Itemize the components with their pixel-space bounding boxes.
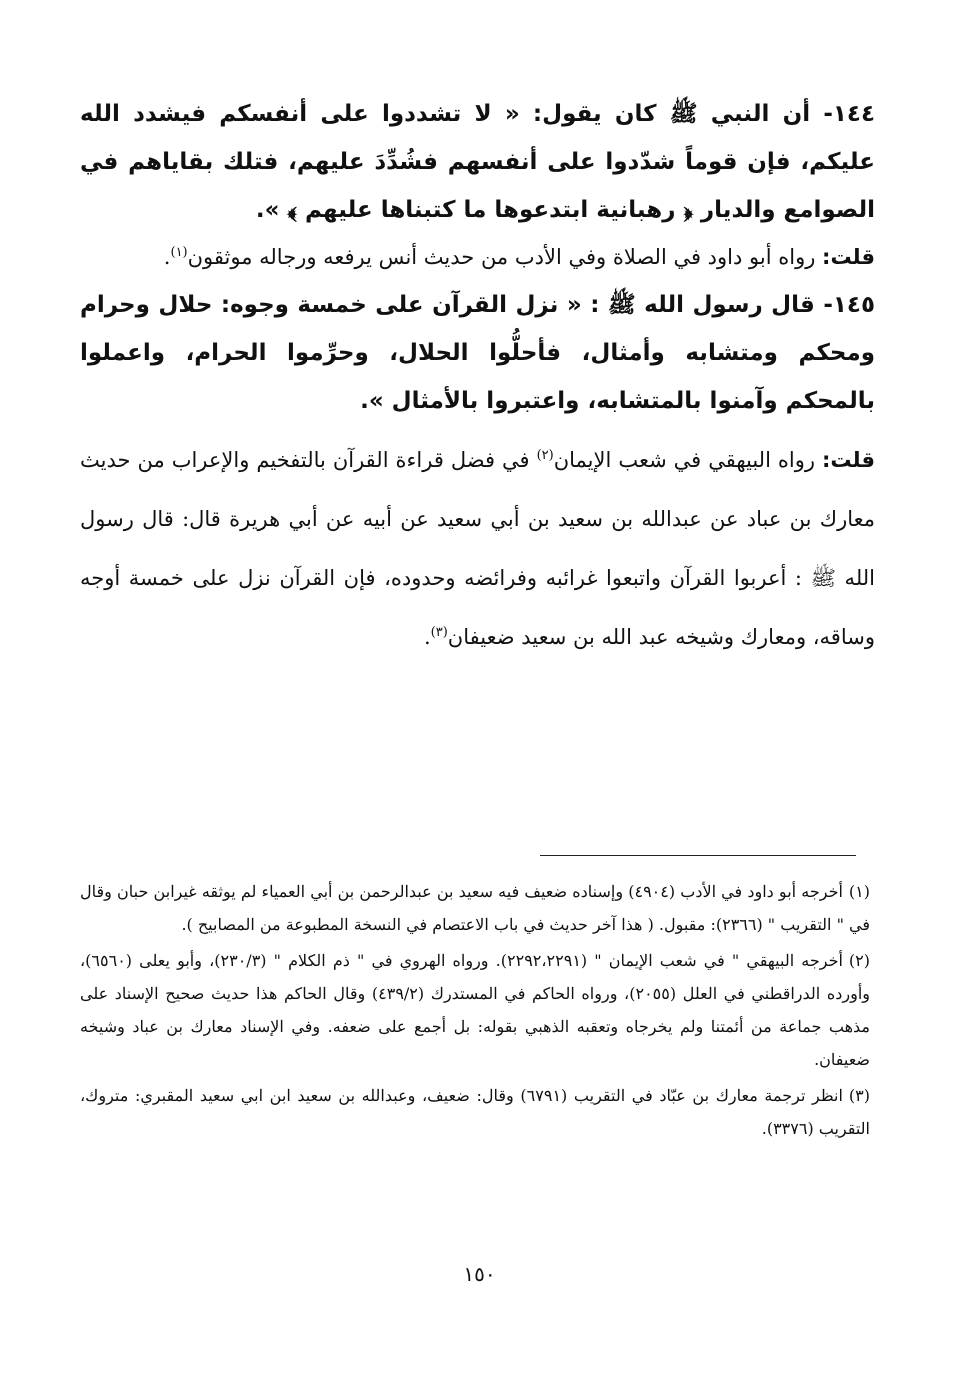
- footnote-text: أخرجه البيهقي " في شعب الإيمان " (٢٢٩٢،٢٢٩١). ورواه الهروي في " ذم الكلام " (٢٣٠/٣)، وأبو يعلى (٦٥٦٠)، وأورده الدراقطني في العلل (٢٠٥٥)، ورواه الحاكم في المستدرك (٤٣٩/٢) وقال الحاكم هذا حديث صحيح الإسناد على مذهب جماعة من أئمتنا ولم يخرجاه وتعقبه الذهبي بقوله: بل أجمع على ضعفه. وفي الإسناد معارك بن عباد وشيخه ضعيفان.: [80, 951, 871, 1069]
- commentary-text-continued: في فضل قراءة القرآن بالتفخيم والإعراب من حديث معارك بن عباد عن عبدالله بن سعيد بن أبي سعيد عن أبيه عن أبي هريرة قال: قال رسول الله ﷺ : أعربوا القرآن واتبعوا غرائبه وفرائضه وحدوده، فإن القرآن نزل على خمسة أوجه وساقه، ومعارك وشيخه عبد الله بن سعيد ضعيفان: [80, 448, 875, 649]
- hadith-145: [80, 281, 875, 425]
- footnote-ref[interactable]: (٣): [430, 625, 448, 640]
- footnotes: [80, 875, 870, 1148]
- footnote-divider: [540, 855, 856, 856]
- footnote-ref[interactable]: (١): [170, 245, 188, 260]
- footnote-text: انظر ترجمة معارك بن عبّاد في التقريب (٦٧٩١) وقال: ضعيف، وعبدالله بن سعيد ابن ابي سعيد المقبري: متروك، التقريب (٣٣٧٦).: [80, 1086, 870, 1138]
- footnote-3: [80, 1079, 870, 1145]
- footnote-number: (٣): [848, 1086, 871, 1105]
- hadith-144: [80, 90, 875, 234]
- main-text: [80, 90, 875, 667]
- commentary-144: قلت: رواه أبو داود في الصلاة وفي الأدب من حديث أنس يرفعه ورجاله موثقون$^{(١)}$.: [163, 245, 875, 269]
- page-number: ١٥٠: [463, 1262, 496, 1286]
- commentary-145: قلت: رواه البيهقي في شعب الإيمان$^{(٢)}$ في فضل قراءة القرآن بالتفخيم والإعراب من حديث معارك بن عباد عن عبدالله بن سعيد بن أبي سعيد عن أبيه عن أبي هريرة قال: قال رسول الله ﷺ : أعربوا القرآن واتبعوا غرائبه وفرائضه وحدوده، فإن القرآن نزل على خمسة أوجه وساقه، ومعارك وشيخه عبد الله بن سعيد ضعيفان$^{(٣)}$.: [80, 448, 875, 649]
- commentary-text: رواه أبو داود في الصلاة وفي الأدب من حديث أنس يرفعه ورجاله موثقون: [187, 245, 816, 269]
- commentary-label: قلت:: [822, 448, 875, 472]
- hadith-text: قال رسول الله ﷺ : « نزل القرآن على خمسة وجوه: حلال وحرام ومحكم ومتشابه وأمثال، فأحلُّوا الحلال، وحرِّموا الحرام، واعملوا بالمحكم وآمنوا بالمتشابه، واعتبروا بالأمثال ».: [80, 292, 875, 414]
- footnote-text: أخرجه أبو داود في الأدب (٤٩٠٤) وإسناده ضعيف فيه سعيد بن عبدالرحمن بن أبي العمياء لم يوثقه غيرابن حبان وقال في " التقريب " (٢٣٦٦): مقبول. ( هذا آخر حديث في باب الاعتصام في النسخة المطبوعة من المصابيح ).: [80, 882, 870, 934]
- footnote-1: [80, 875, 870, 941]
- footnote-2: [80, 944, 870, 1076]
- hadith-text: أن النبي ﷺ كان يقول: « لا تشددوا على أنفسكم فيشدد الله عليكم، فإن قوماً شدّدوا على أنفسهم فشُدِّدَ عليهم، فتلك بقاياهم في الصوامع والديار ﴿ رهبانية ابتدعوها ما كتبناها عليهم ﴾ ».: [80, 101, 875, 223]
- footnote-number: (٢): [848, 951, 870, 970]
- commentary-label: قلت:: [822, 245, 875, 269]
- hadith-number: ١٤٥-: [823, 292, 875, 318]
- footnote-ref[interactable]: (٢): [536, 448, 554, 463]
- footnote-number: (١): [848, 882, 870, 901]
- commentary-text: رواه البيهقي في شعب الإيمان: [553, 448, 816, 472]
- hadith-number: ١٤٤-: [823, 101, 875, 127]
